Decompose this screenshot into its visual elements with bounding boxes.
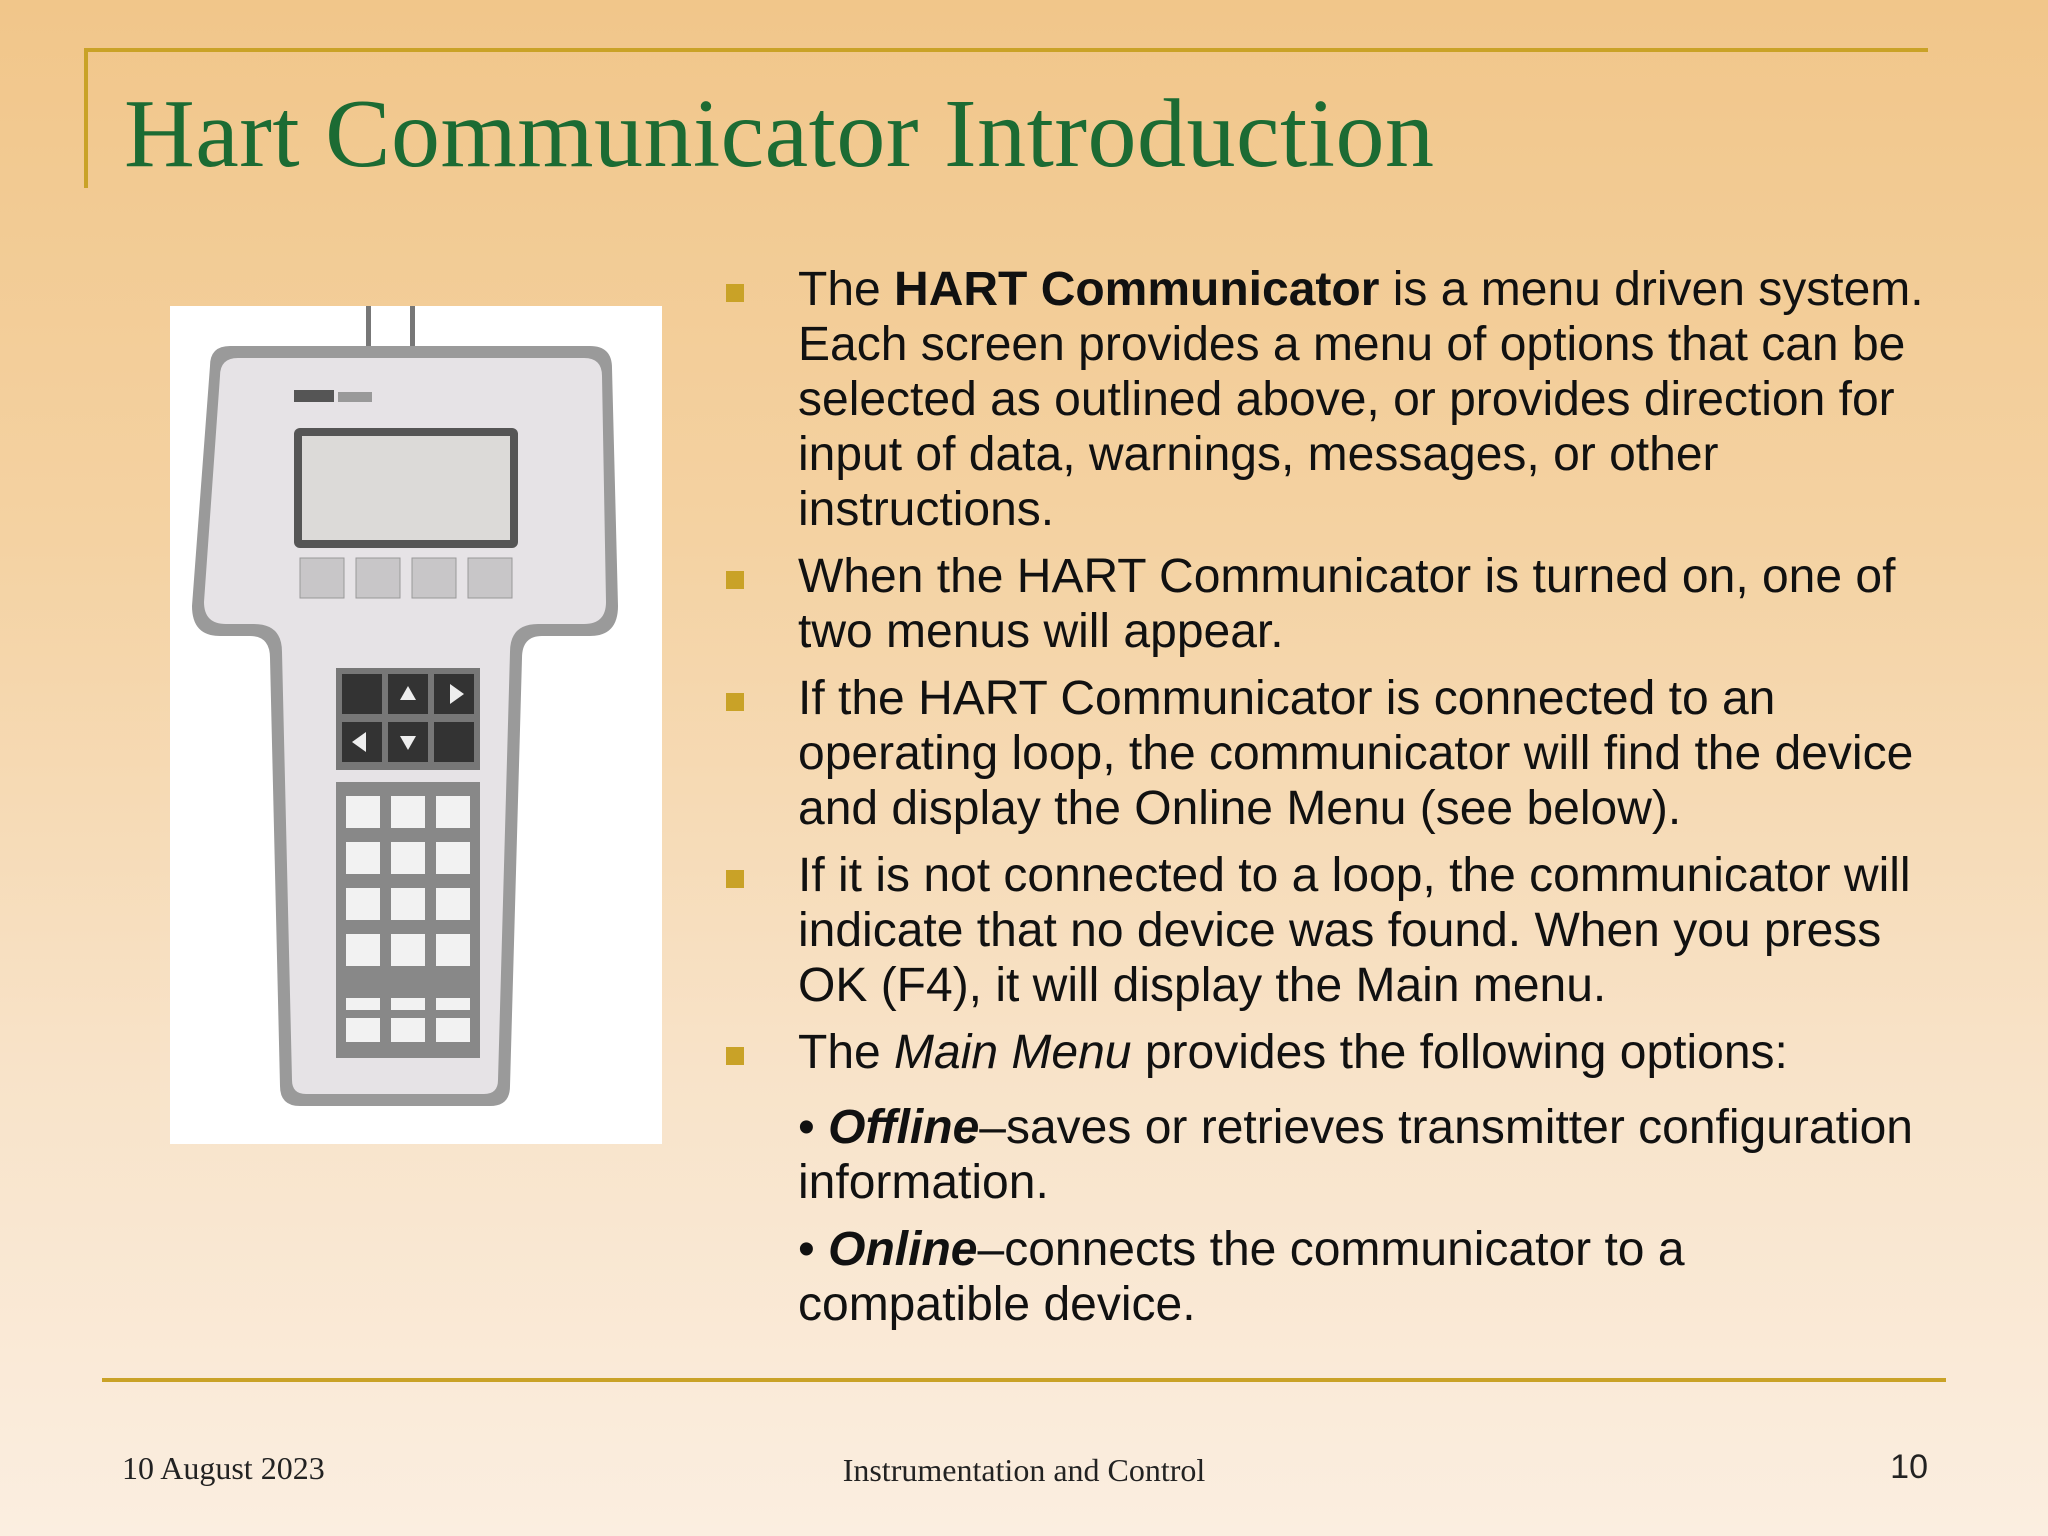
footer-course: Instrumentation and Control (842, 1452, 1206, 1488)
title-rule-top (84, 48, 1928, 52)
bullet-square-icon (726, 870, 744, 888)
bullet-item: The Main Menu provides the following options: (720, 1025, 1930, 1080)
italic-term: Main Menu (894, 1026, 1132, 1079)
bullet-list (720, 262, 1930, 1092)
sub-item-online: • Online–connects the communicator to a compatible device. (798, 1223, 1685, 1331)
bullet-square-icon (726, 284, 744, 302)
device-illustration (170, 306, 662, 1144)
bullet-square-icon (726, 571, 744, 589)
term-offline: Offline (828, 1101, 980, 1154)
title-rule-left (84, 48, 88, 188)
footer-date: 10 August 2023 (122, 1450, 325, 1486)
bullet-item: If the HART Communicator is connected to an operating loop, the communicator will find the device and display the Online Menu (see below). (720, 671, 1930, 836)
sub-item-offline: • Offline–saves or retrieves transmitter configuration information. (798, 1101, 1913, 1209)
bullet-square-icon (726, 1047, 744, 1065)
bullet-item: When the HART Communicator is turned on, one of two menus will appear. (720, 549, 1930, 659)
bullet-item: The HART Communicator is a menu driven system. Each screen provides a menu of options that can be selected as outlined above, or provides direction for input of data, warnings, messages, or other instructions. (720, 262, 1930, 537)
slide-title: Hart Communicator Introduction (124, 80, 1435, 188)
bullet-item: If it is not connected to a loop, the communicator will indicate that no device was found. When you press OK (F4), it will display the Main menu. (720, 848, 1930, 1013)
bullet-square-icon (726, 693, 744, 711)
hart-communicator-image (170, 306, 662, 1144)
page-number: 10 (1890, 1448, 1928, 1486)
term-online: Online (828, 1223, 978, 1276)
footer-rule (102, 1378, 1946, 1382)
bold-term: HART Communicator (894, 263, 1380, 316)
